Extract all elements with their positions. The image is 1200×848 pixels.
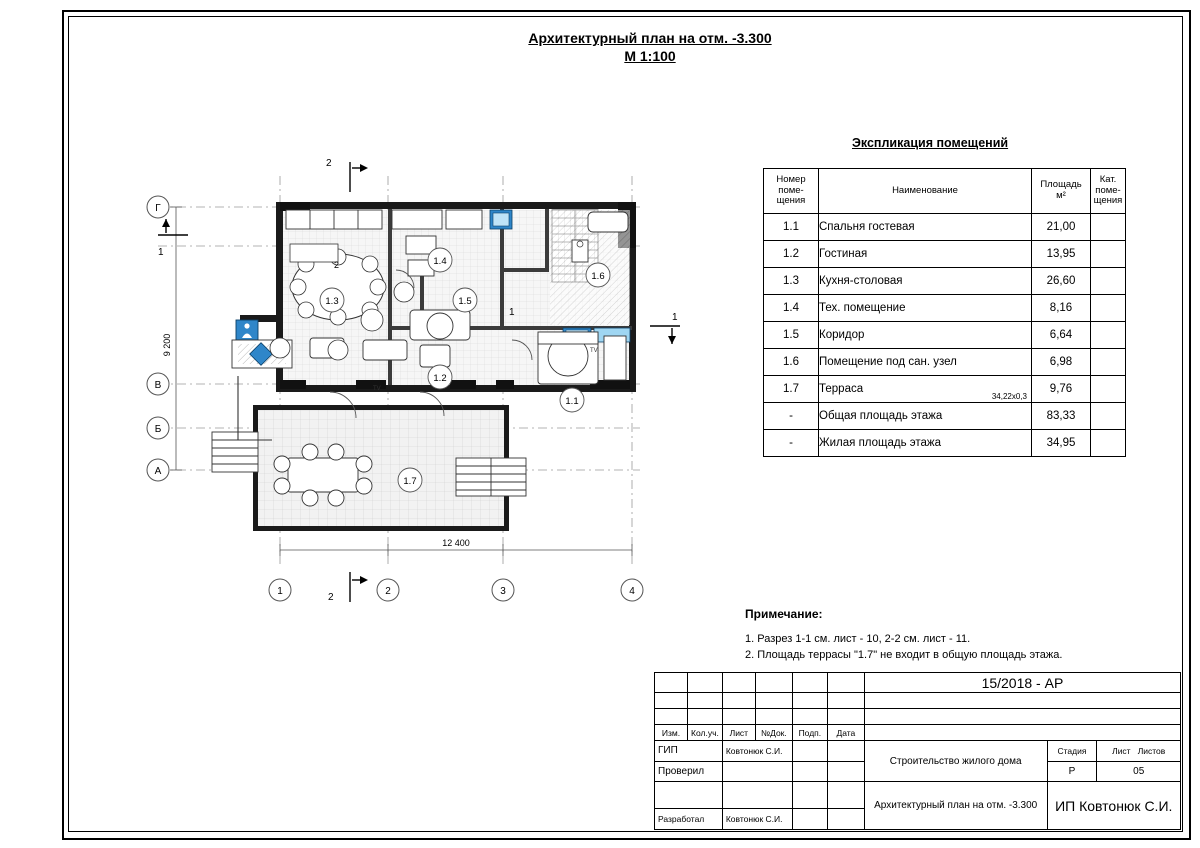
col-data: Дата (827, 725, 864, 741)
cell-name: Гостиная (819, 241, 1032, 268)
cell-category (1091, 403, 1126, 430)
cell-name: Коридор (819, 322, 1032, 349)
cell-area: 26,60 (1032, 268, 1091, 295)
cell-area: 8,16 (1032, 295, 1091, 322)
col-list: Лист (722, 725, 755, 741)
floor-plan-drawing (120, 140, 700, 620)
cell-category (1091, 241, 1126, 268)
table-row (764, 268, 1126, 295)
cell-name: Спальня гостевая (819, 214, 1032, 241)
svg-text:1: 1 (672, 312, 678, 323)
svg-text:12 400: 12 400 (442, 538, 470, 548)
explication-table (763, 168, 1126, 457)
col-izm: Изм. (655, 725, 688, 741)
explication-title: Экспликация помещений (852, 136, 1009, 150)
cell-number: 1.6 (764, 349, 819, 376)
header-area: Площадь м² (1032, 169, 1091, 214)
sheet-value: 05 (1097, 761, 1181, 781)
cell-number: 1.2 (764, 241, 819, 268)
cell-area: 34,95 (1032, 430, 1091, 457)
svg-text:4: 4 (629, 586, 635, 597)
svg-text:9 200: 9 200 (162, 333, 172, 357)
cell-category (1091, 268, 1126, 295)
company-name: ИП Ковтонюк С.И. (1047, 782, 1181, 830)
cell-name-subnote: 34,22х0,3 (991, 392, 1027, 401)
cell-category (1091, 376, 1126, 403)
table-row (764, 241, 1126, 268)
svg-text:2: 2 (328, 592, 334, 603)
svg-text:TV: TV (590, 348, 598, 354)
col-podp: Подп. (792, 725, 827, 741)
header-number: Номер поме- щения (764, 169, 819, 214)
table-row (764, 376, 1126, 403)
cell-number: - (764, 430, 819, 457)
cell-area: 83,33 (1032, 403, 1091, 430)
cell-number: 1.3 (764, 268, 819, 295)
notes-title: Примечание: (745, 607, 823, 621)
stage-value: Р (1047, 761, 1097, 781)
table-row (764, 295, 1126, 322)
person-gip: Ковтонюк С.И. (722, 741, 792, 761)
role-proveril: Проверил (655, 761, 723, 781)
cell-area: 13,95 (1032, 241, 1091, 268)
svg-text:2: 2 (326, 158, 332, 169)
sheet-count-labels: Лист Листов (1097, 741, 1181, 761)
cell-category (1091, 214, 1126, 241)
cell-category (1091, 349, 1126, 376)
stage-label: Стадия (1047, 741, 1097, 761)
cell-name: Кухня-столовая (819, 268, 1032, 295)
role-gip: ГИП (655, 741, 723, 761)
note-line-1: 1. Разрез 1-1 см. лист - 10, 2-2 см. лист - 11. (745, 633, 971, 645)
table-row (764, 349, 1126, 376)
plan-title-line1: Архитектурный план на отм. -3.300 (528, 30, 772, 46)
cell-category (1091, 295, 1126, 322)
svg-text:Б: Б (154, 424, 162, 435)
svg-text:3: 3 (500, 586, 506, 597)
cell-area: 6,64 (1032, 322, 1091, 349)
svg-text:Г: Г (155, 203, 161, 214)
table-row (764, 430, 1126, 457)
notes-body (745, 632, 1062, 664)
table-row (764, 322, 1126, 349)
cell-name: Общая площадь этажа (819, 403, 1032, 430)
svg-text:1.3: 1.3 (325, 296, 339, 307)
cell-number: 1.7 (764, 376, 819, 403)
svg-text:1.2: 1.2 (433, 373, 447, 384)
svg-text:2: 2 (385, 586, 391, 597)
svg-text:1: 1 (509, 307, 515, 318)
cell-name: Жилая площадь этажа (819, 430, 1032, 457)
svg-text:1: 1 (158, 247, 164, 258)
cell-name: Помещение под сан. узел (819, 349, 1032, 376)
svg-text:1.4: 1.4 (433, 256, 447, 267)
svg-text:1: 1 (277, 586, 283, 597)
cell-name: Тех. помещение (819, 295, 1032, 322)
svg-text:TV: TV (373, 386, 381, 392)
cell-number: 1.1 (764, 214, 819, 241)
cell-number: - (764, 403, 819, 430)
role-razrabotal: Разработал (655, 809, 723, 830)
cell-name: Терраса 34,22х0,3 (819, 376, 1032, 403)
table-row (764, 214, 1126, 241)
col-ndok: №Док. (755, 725, 792, 741)
drawing-name: Архитектурный план на отм. -3.300 (864, 782, 1047, 830)
cell-area: 21,00 (1032, 214, 1091, 241)
plan-title (480, 30, 820, 64)
cell-category (1091, 322, 1126, 349)
svg-text:1.1: 1.1 (565, 396, 579, 407)
svg-text:В: В (154, 380, 162, 391)
cell-number: 1.4 (764, 295, 819, 322)
project-code: 15/2018 - АР (864, 673, 1180, 693)
note-line-2: 2. Площадь террасы "1.7" не входит в общую площадь этажа. (745, 648, 1063, 661)
svg-text:А: А (154, 466, 162, 477)
person-razrabotal: Ковтонюк С.И. (722, 809, 792, 830)
header-category: Кат. поме- щения (1091, 169, 1126, 214)
cell-area: 9,76 (1032, 376, 1091, 403)
table-header-row (764, 169, 1126, 214)
col-koluch: Кол.уч. (688, 725, 723, 741)
cell-number: 1.5 (764, 322, 819, 349)
object-name: Строительство жилого дома (864, 741, 1047, 782)
svg-text:1.5: 1.5 (458, 296, 472, 307)
cell-category (1091, 430, 1126, 457)
svg-text:1.6: 1.6 (591, 271, 605, 282)
cell-area: 6,98 (1032, 349, 1091, 376)
svg-text:1.7: 1.7 (403, 476, 417, 487)
header-name: Наименование (819, 169, 1032, 214)
table-row (764, 403, 1126, 430)
title-block (654, 672, 1181, 830)
svg-text:2: 2 (334, 260, 340, 270)
plan-title-line2: М 1:100 (624, 48, 676, 64)
